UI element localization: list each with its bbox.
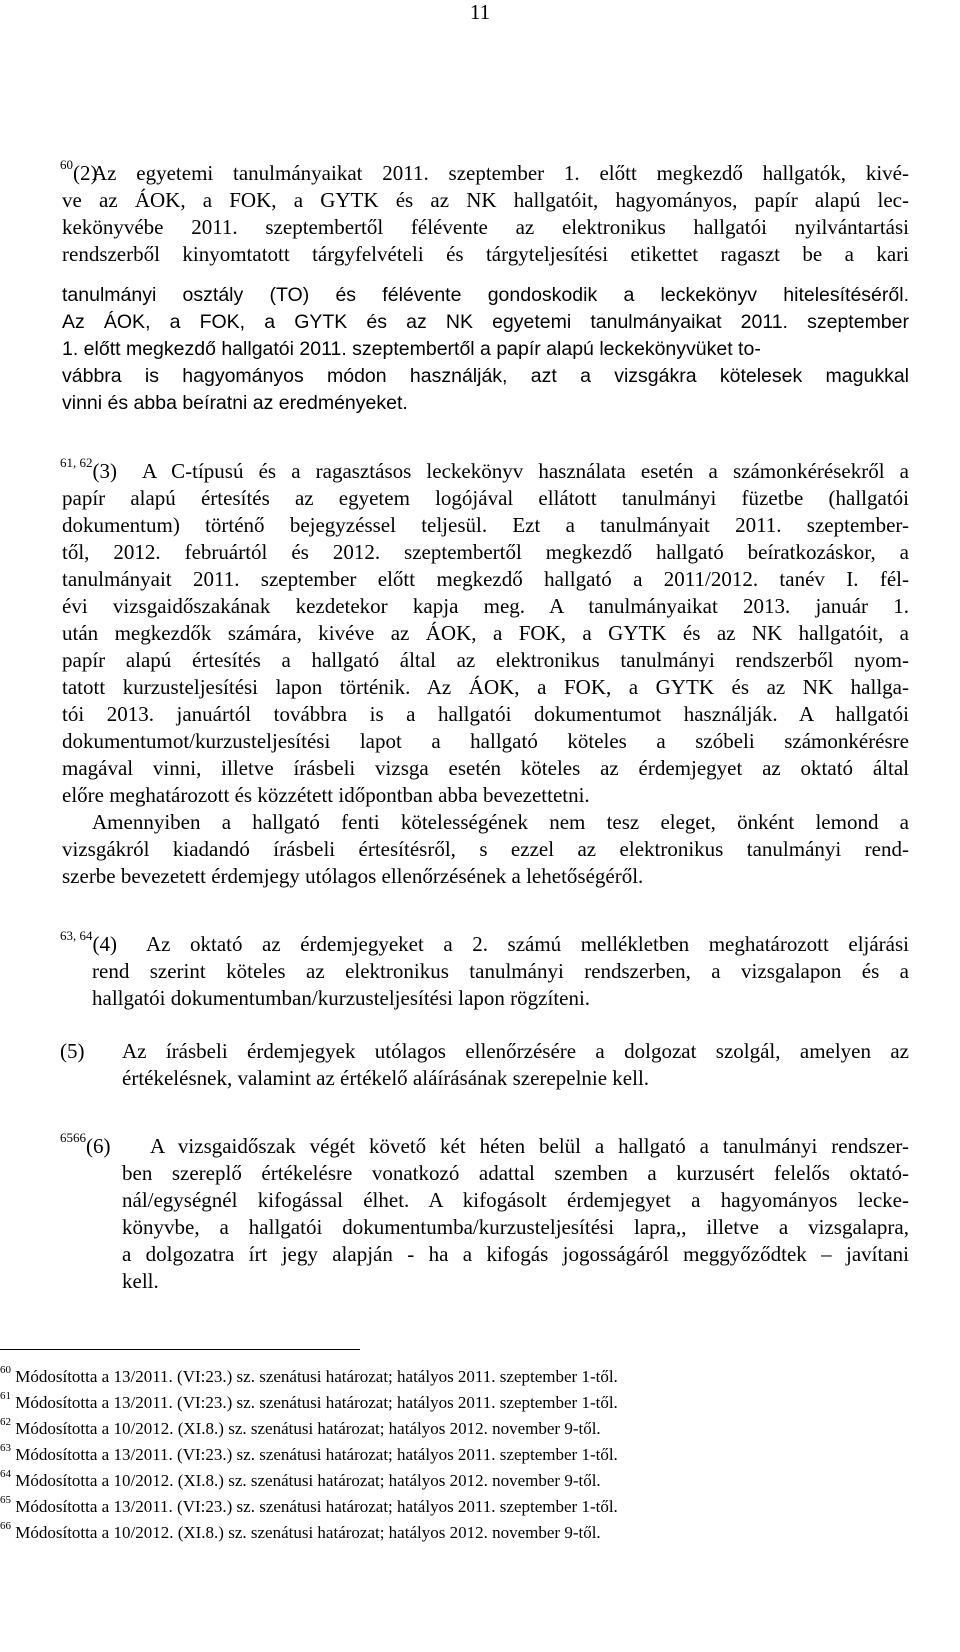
paragraph-line: után megkezdők számára, kivéve az ÁOK, a FOK, a GYTK és az NK hallgatóit, a <box>62 621 909 645</box>
paragraph-line: papír alapú értesítés az egyetem logójával ellátott tanulmányi füzetbe (hallgatói <box>62 486 909 510</box>
paragraph-line: vizsgákról kiadandó írásbeli értesítésről, s ezzel az elektronikus tanulmányi rend- <box>62 837 909 861</box>
footnote-text: Módosította a 13/2011. (VI:23.) sz. szenátusi határozat; hatályos 2011. szeptember 1-től. <box>15 1497 618 1516</box>
paragraph-line: Amennyiben a hallgató fenti kötelességének nem tesz eleget, önként lemond a <box>92 810 909 834</box>
paragraph-line: ben szereplő értékelésre vonatkozó adattal szemben a kurzusért felelős oktató- <box>122 1161 909 1185</box>
paragraph-line: rend szerint köteles az elektronikus tanulmányi rendszerben, a vizsgalapon és a <box>92 959 909 983</box>
footnote <box>0 1468 601 1491</box>
paragraph-line: vinni és abba beíratni az eredményeket. <box>62 392 408 414</box>
paragraph-line: a dolgozatra írt jegy alapján - ha a kifogás jogosságáról meggyőződtek – javítani <box>122 1242 909 1266</box>
paragraph-line: szerbe bevezetett érdemjegy utólagos ellenőrzésének a lehetőségéről. <box>62 864 644 888</box>
paragraph-line: Az oktató az érdemjegyeket a 2. számú mellékletben meghatározott eljárási <box>146 932 909 956</box>
footnote-text: Módosította a 10/2012. (XI.8.) sz. szenátusi határozat; hatályos 2012. november 9-től. <box>15 1523 601 1542</box>
paragraph-line: dokumentumot/kurzusteljesítési lapot a hallgató köteles a szóbeli számonkérésre <box>62 729 909 753</box>
paragraph-line: 1. előtt megkezdő hallgatói 2011. szeptembertől a papír alapú leckekönyvüket to- <box>62 338 761 360</box>
paragraph-number: (6) <box>86 1134 111 1158</box>
page-number: 11 <box>469 0 491 24</box>
footnote <box>0 1520 601 1543</box>
footnote <box>0 1390 618 1413</box>
paragraph-line: kekönyvébe 2011. szeptembertől félévente az elektronikus hallgatói nyilvántartási <box>62 215 909 239</box>
footnote-text: Módosította a 13/2011. (VI:23.) sz. szenátusi határozat; hatályos 2011. szeptember 1-től. <box>15 1367 618 1386</box>
footnote-ref: 61, 62 <box>60 455 93 470</box>
paragraph-line: tanulmányi osztály (TO) és félévente gondoskodik a leckekönyv hitelesítéséről. <box>62 284 909 306</box>
paragraph-line: könyvbe, a hallgatói dokumentumba/kurzusteljesítési lapra,, illetve a vizsgalapra, <box>122 1215 909 1239</box>
footnote-text: Módosította a 10/2012. (XI.8.) sz. szenátusi határozat; hatályos 2012. november 9-től. <box>15 1471 601 1490</box>
footnote <box>0 1442 618 1465</box>
paragraph-line: hallgatói dokumentumban/kurzusteljesítési lapon rögzíteni. <box>92 986 591 1010</box>
paragraph-line: értékelésnek, valamint az értékelő aláírásának szerepelnie kell. <box>122 1066 650 1090</box>
footnote-text: Módosította a 10/2012. (XI.8.) sz. szenátusi határozat; hatályos 2012. november 9-től. <box>15 1419 601 1438</box>
paragraph-line: vábbra is hagyományos módon használják, azt a vizsgákra kötelesek magukkal <box>62 365 909 387</box>
paragraph-line: ve az ÁOK, a FOK, a GYTK és az NK hallgatóit, hagyományos, papír alapú lec- <box>62 188 909 212</box>
footnote-number: 64 <box>0 1468 11 1480</box>
footnote-separator <box>0 1349 360 1350</box>
footnote-number: 62 <box>0 1416 11 1428</box>
footnote-number: 63 <box>0 1442 11 1454</box>
footnote <box>0 1416 601 1439</box>
paragraph-line: kell. <box>122 1269 159 1293</box>
footnote-number: 61 <box>0 1390 11 1402</box>
footnote-ref: 63, 64 <box>60 928 93 943</box>
footnote-ref: 6566 <box>60 1130 86 1145</box>
footnote-text: Módosította a 13/2011. (VI:23.) sz. szenátusi határozat; hatályos 2011. szeptember 1-től. <box>15 1445 618 1464</box>
paragraph-line: A C-típusú és a ragasztásos leckekönyv használata esetén a számonkérésekről a <box>142 459 909 483</box>
paragraph-line: Az egyetemi tanulmányaikat 2011. szeptember 1. előtt megkezdő hallgatók, kivé- <box>92 161 909 185</box>
paragraph-line: Az írásbeli érdemjegyek utólagos ellenőrzésére a dolgozat szolgál, amelyen az <box>122 1039 909 1063</box>
paragraph-line: magával vinni, illetve írásbeli vizsga esetén köteles az érdemjegyet az oktató által <box>62 756 909 780</box>
paragraph-number: (3) <box>92 459 117 483</box>
footnote-number: 66 <box>0 1520 11 1532</box>
paragraph-line: tanulmányait 2011. szeptember előtt megkezdő hallgató a 2011/2012. tanév I. fél- <box>62 567 909 591</box>
paragraph-line: tatott kurzusteljesítési lapon történik. Az ÁOK, a FOK, a GYTK és az NK hallga- <box>62 675 909 699</box>
footnote <box>0 1494 618 1517</box>
paragraph-4-marker <box>60 928 117 958</box>
paragraph-line: papír alapú értesítés a hallgató által az elektronikus tanulmányi rendszerből nyom- <box>62 648 909 672</box>
paragraph-line: nál/egységnél kifogással élhet. A kifogásolt érdemjegyet a hagyományos lecke- <box>122 1188 909 1212</box>
paragraph-number: (2) <box>73 161 98 185</box>
paragraph-line: Az ÁOK, a FOK, a GYTK és az NK egyetemi tanulmányaikat 2011. szeptember <box>62 311 909 333</box>
footnote-number: 60 <box>0 1364 11 1376</box>
paragraph-3-marker <box>60 455 117 485</box>
paragraph-number: (4) <box>92 932 117 956</box>
footnote-text: Módosította a 13/2011. (VI:23.) sz. szenátusi határozat; hatályos 2011. szeptember 1-től. <box>15 1393 618 1412</box>
paragraph-line: től, 2012. februártól és 2012. szeptembertől megkezdő hallgató beíratkozáskor, a <box>62 540 909 564</box>
paragraph-line: rendszerből kinyomtatott tárgyfelvételi és tárgyteljesítési etikettet ragaszt be a kari <box>62 242 909 266</box>
paragraph-line: dokumentum) történő bejegyzéssel teljesül. Ezt a tanulmányait 2011. szeptember- <box>62 513 909 537</box>
paragraph-line: évi vizsgaidőszakának kezdetekor kapja meg. A tanulmányaikat 2013. január 1. <box>62 594 909 618</box>
footnote-ref: 60 <box>60 157 73 172</box>
footnote-number: 65 <box>0 1494 11 1506</box>
paragraph-number: (5) <box>60 1039 85 1063</box>
paragraph-6-marker <box>60 1130 111 1160</box>
paragraph-line: A vizsgaidőszak végét követő két héten belül a hallgató a tanulmányi rendszer- <box>150 1134 909 1158</box>
paragraph-line: tói 2013. januártól továbbra is a hallgatói dokumentumot használják. A hallgatói <box>62 702 909 726</box>
footnote <box>0 1364 618 1387</box>
paragraph-line: előre meghatározott és közzétett időpontban abba bevezettetni. <box>62 783 590 807</box>
